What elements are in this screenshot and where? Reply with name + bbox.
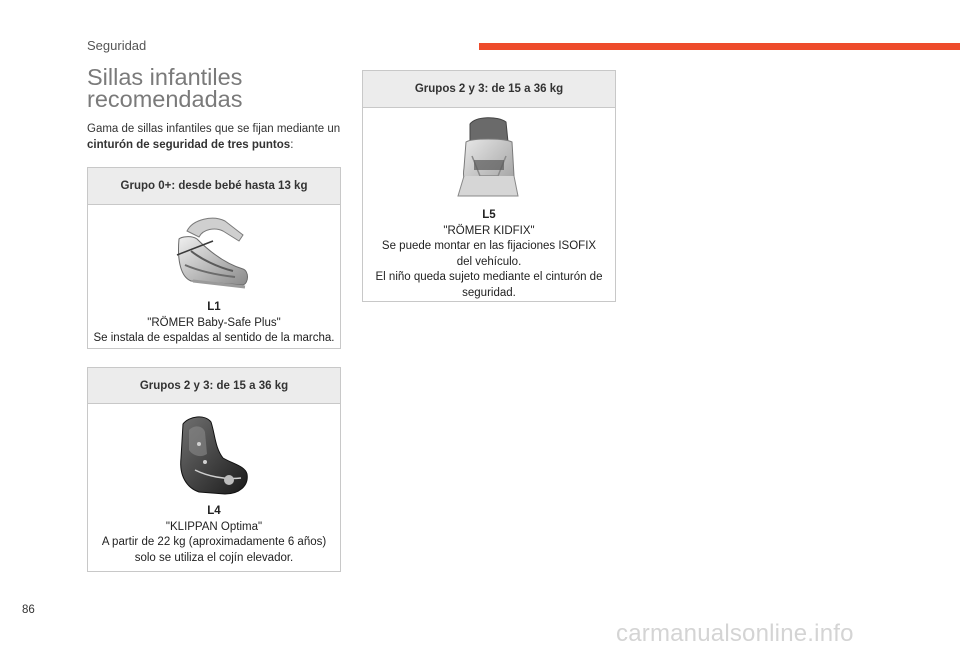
seat-card-body: [88, 211, 340, 347]
page-number: 86: [22, 604, 35, 616]
seat-code: L5: [482, 209, 496, 221]
intro-suffix: :: [290, 139, 294, 151]
seat-card-body: [363, 116, 615, 301]
seat-model: "KLIPPAN Optima": [165, 520, 263, 533]
seat-description: seguridad.: [462, 286, 516, 299]
seat-description: solo se utiliza el cojín elevador.: [134, 551, 294, 564]
page-title-line-1: Sillas infantiles: [87, 64, 243, 90]
page-title: [87, 66, 347, 110]
seat-description: Se instala de espaldas al sentido de la marcha.: [93, 332, 335, 344]
highback-booster-seat-image: [454, 116, 524, 198]
intro-bold: cinturón de seguridad de tres puntos: [87, 139, 291, 151]
seat-code: L4: [207, 505, 221, 517]
infant-carrier-seat-image: [173, 211, 255, 293]
seat-description: del vehículo.: [456, 255, 522, 268]
seat-description: A partir de 22 kg (aproximadamente 6 años): [101, 536, 327, 548]
intro-plain: Gama de sillas infantiles que se fijan mediante un: [87, 123, 341, 135]
seat-card-l4: [87, 367, 341, 572]
seat-card-header: Grupos 2 y 3: de 15 a 36 kg: [88, 368, 340, 404]
seat-card-l1: [87, 167, 341, 349]
watermark: carmanualsonline.info: [616, 620, 854, 647]
seat-description: Se puede montar en las fijaciones ISOFIX: [381, 240, 597, 252]
seat-model: "RÖMER Baby-Safe Plus": [147, 316, 281, 329]
seat-card-body: [88, 414, 340, 566]
header-accent-bar: [479, 43, 960, 50]
seat-description: El niño queda sujeto mediante el cinturón de: [375, 271, 603, 283]
section-label: Seguridad: [87, 38, 147, 53]
intro-text: [87, 121, 347, 153]
page-title-line-2: recomendadas: [87, 86, 243, 112]
booster-seat-image: [175, 414, 253, 496]
seat-card-header: Grupo 0+: desde bebé hasta 13 kg: [88, 168, 340, 205]
seat-model: "RÖMER KIDFIX": [443, 224, 535, 237]
seat-card-header: Grupos 2 y 3: de 15 a 36 kg: [363, 71, 615, 108]
seat-card-l5: [362, 70, 616, 302]
seat-code: L1: [207, 301, 221, 313]
